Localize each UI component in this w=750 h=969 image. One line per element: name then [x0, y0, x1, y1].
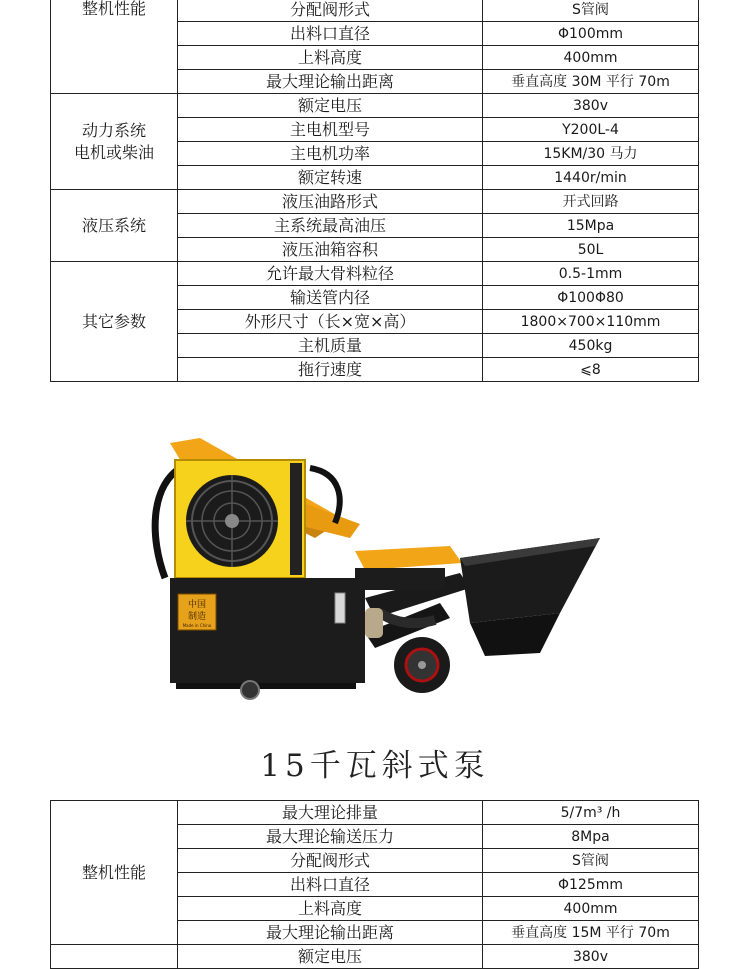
value-cell: 1800×700×110mm [483, 310, 699, 334]
table-row [51, 262, 699, 286]
param-cell: 主机质量 [178, 334, 483, 358]
param-cell: 最大理论输出距离 [178, 921, 483, 945]
table-row [51, 945, 699, 969]
value-cell: Φ125mm [483, 873, 699, 897]
param-cell: 出料口直径 [178, 22, 483, 46]
value-cell: 开式回路 [483, 190, 699, 214]
badge-text: Made in China [182, 623, 212, 628]
value-cell: 380v [483, 94, 699, 118]
value-cell: 400mm [483, 897, 699, 921]
value-cell: 450kg [483, 334, 699, 358]
value-cell: Y200L-4 [483, 118, 699, 142]
pump-machine-photo [140, 428, 610, 703]
param-cell: 上料高度 [178, 897, 483, 921]
value-cell: Φ100mm [483, 22, 699, 46]
oil-level-gauge [335, 593, 345, 623]
table-row [51, 190, 699, 214]
category-cell: 液压系统 [51, 190, 178, 262]
param-cell: 最大理论输送压力 [178, 825, 483, 849]
value-cell: 50L [483, 238, 699, 262]
param-cell: 液压油路形式 [178, 190, 483, 214]
param-cell: 上料高度 [178, 46, 483, 70]
value-cell: 垂直高度 30M 平行 70m [483, 70, 699, 94]
spec-table-top [50, 0, 699, 382]
radiator-side [290, 463, 302, 575]
param-cell: 主系统最高油压 [178, 214, 483, 238]
table-row [51, 801, 699, 825]
value-cell: ⩽8 [483, 358, 699, 382]
value-cell: 5/7m³ /h [483, 801, 699, 825]
param-cell: 液压油箱容积 [178, 238, 483, 262]
pump-body [355, 568, 445, 590]
table-row [51, 0, 699, 22]
param-cell: 额定电压 [178, 945, 483, 969]
value-cell: S管阀 [483, 849, 699, 873]
param-cell: 分配阀形式 [178, 0, 483, 22]
value-cell: 8Mpa [483, 825, 699, 849]
category-cell: 整机性能 [51, 0, 178, 94]
pipe-coupling [365, 608, 383, 638]
value-cell: 1440r/min [483, 166, 699, 190]
category-cell: 其它参数 [51, 262, 178, 382]
product-caption: 15千瓦斜式泵 [260, 748, 490, 784]
param-cell: 允许最大骨料粒径 [178, 262, 483, 286]
badge-text: 中国 [187, 600, 207, 610]
param-cell: 出料口直径 [178, 873, 483, 897]
param-cell: 额定转速 [178, 166, 483, 190]
spec-table-bottom [50, 800, 699, 969]
category-cell [51, 945, 178, 969]
table-row [51, 94, 699, 118]
param-cell: 拖行速度 [178, 358, 483, 382]
value-cell: 0.5-1mm [483, 262, 699, 286]
category-cell [51, 94, 178, 190]
param-cell: 额定电压 [178, 94, 483, 118]
badge-text: 制造 [187, 612, 207, 622]
tank-base [176, 683, 356, 689]
category-line: 动力系统 [81, 120, 146, 140]
wheel-hub [418, 661, 426, 669]
value-cell: 15Mpa [483, 214, 699, 238]
fan-hub [225, 514, 239, 528]
rear-wheel [241, 681, 259, 699]
pump-cover [355, 546, 462, 570]
category-cell: 整机性能 [51, 801, 178, 945]
value-cell: 垂直高度 15M 平行 70m [483, 921, 699, 945]
param-cell: 最大理论排量 [178, 801, 483, 825]
param-cell: 输送管内径 [178, 286, 483, 310]
value-cell: 400mm [483, 46, 699, 70]
category-line: 电机或柴油 [73, 142, 154, 162]
param-cell: 最大理论输出距离 [178, 70, 483, 94]
value-cell: 380v [483, 945, 699, 969]
value-cell: Φ100Φ80 [483, 286, 699, 310]
param-cell: 分配阀形式 [178, 849, 483, 873]
param-cell: 外形尺寸（长×宽×高） [178, 310, 483, 334]
param-cell: 主电机功率 [178, 142, 483, 166]
value-cell: 15KM/30 马力 [483, 142, 699, 166]
value-cell: S管阀 [483, 0, 699, 22]
param-cell: 主电机型号 [178, 118, 483, 142]
